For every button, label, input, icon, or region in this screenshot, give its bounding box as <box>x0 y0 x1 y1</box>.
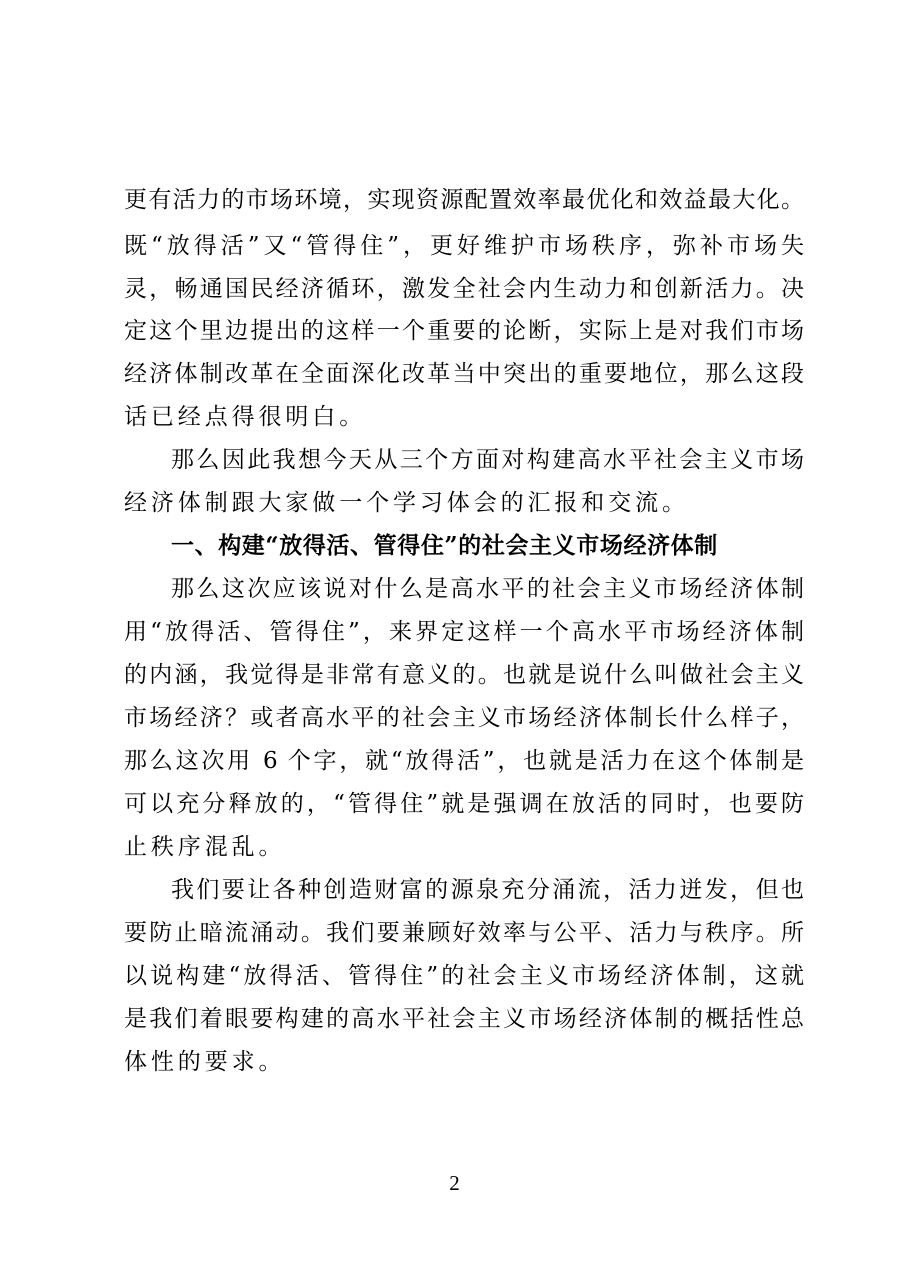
paragraph-line: 经济体制跟大家做一个学习体会的汇报和交流。 <box>124 490 689 516</box>
paragraph-line: 可以充分释放的，“管得住”就是强调在放活的同时，也要防 <box>124 791 804 817</box>
paragraph-line: 止秩序混乱。 <box>124 834 286 860</box>
paragraph-line: 以说构建“放得活、管得住”的社会主义市场经济体制，这就 <box>124 963 804 989</box>
paragraph-line: 经济体制改革在全面深化改革当中突出的重要地位，那么这段 <box>124 361 804 387</box>
paragraph-line: 话已经点得很明白。 <box>124 404 367 430</box>
paragraph-line: 要防止暗流涌动。我们要兼顾好效率与公平、活力与秩序。所 <box>124 920 804 946</box>
paragraph-line: 体性的要求。 <box>124 1049 286 1075</box>
paragraph-line: 更有活力的市场环境，实现资源配置效率最优化和效益最大化。 <box>124 187 804 213</box>
page-number: 2 <box>449 1171 460 1195</box>
paragraph-line: 我们要让各种创造财富的源泉充分涌流，活力迸发，但也 <box>171 877 804 903</box>
paragraph-line: 既“放得活”又“管得住”，更好维护市场秩序，弥补市场失 <box>124 233 804 259</box>
paragraph-line: 用“放得活、管得住”，来界定这样一个高水平市场经济体制 <box>124 619 804 645</box>
paragraph-line: 的内涵，我觉得是非常有意义的。也就是说什么叫做社会主义 <box>124 662 804 688</box>
paragraph-line: 那么这次用 6 个字，就“放得活”，也就是活力在这个体制是 <box>124 748 804 774</box>
paragraph-line: 那么因此我想今天从三个方面对构建高水平社会主义市场 <box>171 447 804 473</box>
paragraph-line: 那么这次应该说对什么是高水平的社会主义市场经济体制 <box>171 576 804 602</box>
section-heading: 一、构建“放得活、管得住”的社会主义市场经济体制 <box>171 532 718 559</box>
paragraph-line: 是我们着眼要构建的高水平社会主义市场经济体制的概括性总 <box>124 1006 804 1032</box>
paragraph-line: 市场经济？或者高水平的社会主义市场经济体制长什么样子， <box>124 705 804 731</box>
paragraph-line: 灵，畅通国民经济循环，激发全社会内生动力和创新活力。决 <box>124 276 804 302</box>
paragraph-line: 定这个里边提出的这样一个重要的论断，实际上是对我们市场 <box>124 318 804 344</box>
